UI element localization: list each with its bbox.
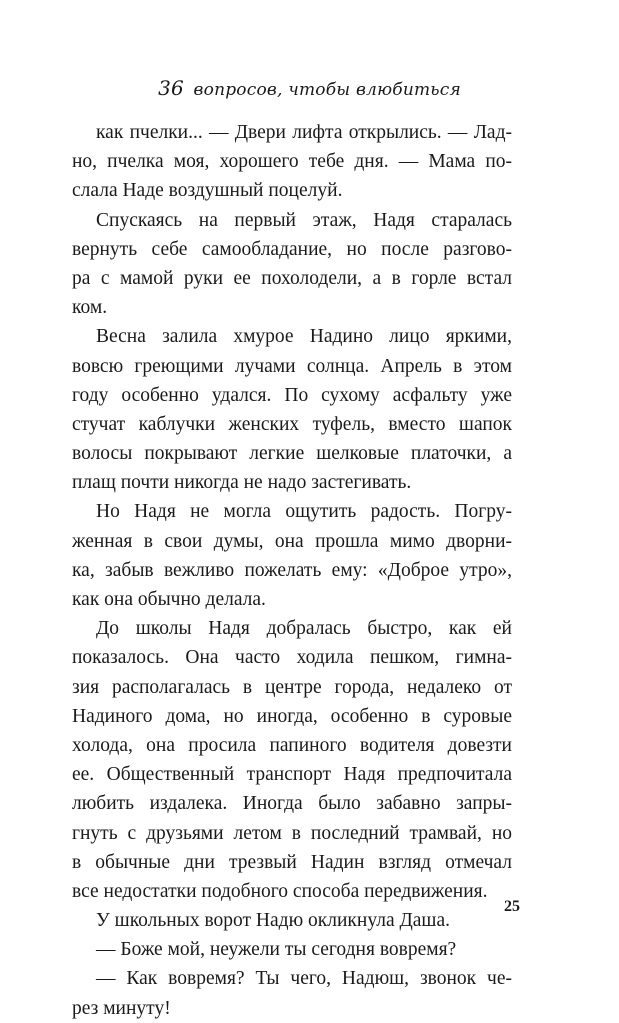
- text-line: У школьных ворот Надю окликнула Даша.: [96, 910, 450, 932]
- text-line: стучат каблучки женских туфель, вместо шапок: [72, 413, 512, 435]
- text-line: — Боже мой, неужели ты сегодня вовремя?: [96, 939, 457, 961]
- text-line: все недостатки подобного способа передвижения.: [72, 880, 488, 902]
- text-line: слала Наде воздушный поцелуй.: [72, 180, 343, 202]
- text-line: женная в свои думы, она прошла мимо дворни-: [72, 530, 512, 552]
- text-line: вернуть себе самообладание, но после разгово-: [72, 238, 512, 260]
- page-number: 25: [504, 898, 520, 915]
- text-line: ее. Общественный транспорт Надя предпочитала: [72, 764, 512, 786]
- paragraph: [72, 935, 512, 964]
- text-line: зия располагалась в центре города, недалеко от: [72, 676, 512, 698]
- text-line: гнуть с друзьями летом в последний трамвай, но: [72, 822, 512, 844]
- paragraph: [72, 964, 512, 1022]
- text-line: — Как вовремя? Ты чего, Надюш, звонок че-: [96, 968, 512, 990]
- paragraph: [72, 206, 512, 323]
- text-line: но, пчелка моя, хорошего тебе дня. — Мама по-: [72, 151, 512, 173]
- paragraph: [72, 497, 512, 614]
- text-line: холода, она просила папиного водителя довезти: [72, 734, 512, 756]
- running-head-number: 36: [158, 76, 184, 100]
- text-line: году особенно удался. По сухому асфальту уже: [72, 384, 512, 406]
- running-head-title: вопросов, чтобы влюбиться: [193, 80, 461, 100]
- paragraph: [72, 906, 512, 935]
- text-line: Но Надя не могла ощутить радость. Погру-: [96, 501, 512, 523]
- text-line: плащ почти никогда не надо застегивать.: [72, 472, 412, 494]
- text-line: рез минуту!: [72, 997, 171, 1019]
- text-line: До школы Надя добралась быстро, как ей: [96, 618, 512, 640]
- text-line: Весна залила хмурое Надино лицо яркими,: [96, 326, 512, 348]
- text-line: ком.: [72, 297, 108, 319]
- text-line: Спускаясь на первый этаж, Надя старалась: [96, 209, 512, 231]
- body-text: [72, 118, 512, 1023]
- text-line: ра с мамой руки ее похолодели, а в горле встал: [72, 267, 512, 289]
- text-line: любить издалека. Иногда было забавно запры-: [72, 793, 512, 815]
- text-line: вовсю греющими лучами солнца. Апрель в этом: [72, 355, 512, 377]
- running-head: [0, 76, 619, 100]
- text-line: волосы покрывают легкие шелковые платочки, а: [72, 443, 512, 465]
- text-line: как она обычно делала.: [72, 589, 266, 610]
- text-line: в обычные дни трезвый Надин взгляд отмечал: [72, 851, 512, 873]
- text-line: показалось. Она часто ходила пешком, гимна-: [72, 647, 512, 669]
- paragraph: [72, 614, 512, 906]
- text-line: ка, забыв вежливо пожелать ему: «Доброе утро»,: [72, 559, 512, 581]
- text-line: как пчелки... — Двери лифта открылись. — Лад-: [96, 122, 512, 143]
- paragraph: [72, 322, 512, 497]
- text-line: Надиного дома, но иногда, особенно в суровые: [72, 705, 512, 727]
- paragraph: [72, 118, 512, 206]
